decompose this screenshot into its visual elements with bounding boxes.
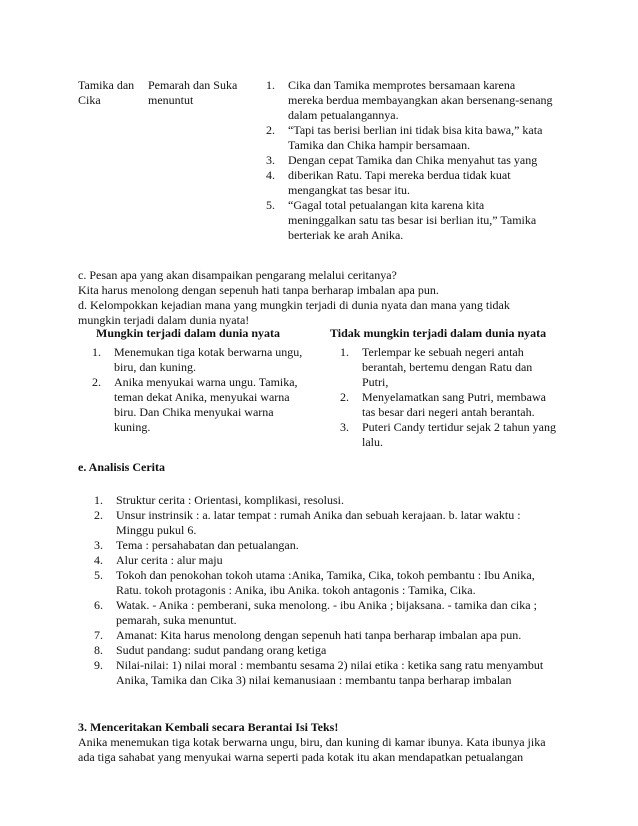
- text-line: Sudut pandang: sudut pandang orang ketiga: [116, 643, 327, 657]
- list-number: 1.: [266, 78, 275, 92]
- list-number: 6.: [94, 598, 103, 612]
- text-line: berantah, bertemu dengan Ratu dan: [362, 360, 533, 374]
- text-line: Tamika dan: [78, 78, 135, 92]
- text-line: Tema : persahabatan dan petualangan.: [116, 538, 299, 552]
- text-line: mereka berdua membayangkan akan bersenang-senang: [288, 93, 553, 107]
- question-d-cont: mungkin terjadi dalam dunia nyata!: [78, 313, 250, 327]
- retelling-section: [78, 720, 568, 765]
- table-trait-cell: [148, 78, 258, 108]
- text-line: Menyelamatkan sang Putri, membawa: [362, 390, 546, 404]
- impossible-list: [330, 345, 568, 450]
- answer-c: Kita harus menolong dengan sepenuh hati tanpa berharap imbalan apa pun.: [78, 283, 439, 297]
- list-number: 4.: [94, 553, 103, 567]
- list-item: [94, 628, 564, 643]
- text-line: lalu.: [362, 435, 383, 449]
- text-line: Puteri Candy tertidur sejak 2 tahun yang: [362, 420, 556, 434]
- list-number: 2.: [340, 390, 349, 404]
- analysis-list: [94, 493, 564, 688]
- list-item: [340, 390, 568, 420]
- list-number: 3.: [266, 153, 275, 167]
- list-item: [94, 493, 564, 508]
- text-line: Terlempar ke sebuah negeri antah: [362, 345, 524, 359]
- list-number: 1.: [92, 345, 101, 359]
- text-line: Amanat: Kita harus menolong dengan sepenuh hati tanpa berharap imbalan apa pun.: [116, 628, 522, 642]
- list-number: 5.: [266, 198, 275, 212]
- text-line: Cika dan Tamika memprotes bersamaan karena: [288, 78, 516, 92]
- list-item: [94, 508, 564, 538]
- evidence-list: [266, 78, 558, 243]
- analysis-title: e. Analisis Cerita: [78, 460, 165, 474]
- text-line: pemarah, suka menuntut.: [116, 613, 237, 627]
- list-number: 9.: [94, 658, 103, 672]
- paragraph-line: Anika menemukan tiga kotak berwarna ungu, biru, dan kuning di kamar ibunya. Kata ibunya jika: [78, 735, 546, 749]
- text-line: mengangkat tas besar itu.: [288, 183, 410, 197]
- possible-heading: Mungkin terjadi dalam dunia nyata: [96, 326, 281, 340]
- question-c: c. Pesan apa yang akan disampaikan pengarang melalui ceritanya?: [78, 268, 397, 282]
- list-item: [92, 345, 318, 375]
- list-number: 2.: [92, 375, 101, 389]
- text-line: berteriak ke arah Anika.: [288, 228, 404, 242]
- list-item: [266, 78, 558, 123]
- text-line: kuning.: [114, 420, 151, 434]
- list-number: 8.: [94, 643, 103, 657]
- list-number: 3.: [340, 420, 349, 434]
- text-line: dalam petualangannya.: [288, 108, 399, 122]
- list-item: [92, 375, 318, 435]
- list-number: 1.: [340, 345, 349, 359]
- question-d: d. Kelompokkan kejadian mana yang mungkin terjadi di dunia nyata dan mana yang tidak: [78, 298, 510, 312]
- text-line: Anika menyukai warna ungu. Tamika,: [114, 375, 298, 389]
- text-line: “Gagal total petualangan kita karena kita: [288, 198, 485, 212]
- questions-block: [78, 268, 558, 328]
- text-line: Tokoh dan penokohan tokoh utama :Anika, Tamika, Cika, tokoh pembantu : Ibu Anika,: [116, 568, 535, 582]
- list-item: [340, 345, 568, 390]
- list-item: [266, 168, 558, 198]
- text-line: Ratu. tokoh protagonis : Anika, ibu Anika. tokoh antagonis : Tamika, Cika.: [116, 583, 476, 597]
- text-line: tas besar dari negeri antah berantah.: [362, 405, 535, 419]
- list-item: [266, 153, 558, 168]
- list-number: 3.: [94, 538, 103, 552]
- text-line: Unsur instrinsik : a. latar tempat : rumah Anika dan sebuah kerajaan. b. latar waktu :: [116, 508, 521, 522]
- text-line: Tamika dan Chika hampir bersamaan.: [288, 138, 471, 152]
- table-character-cell: [78, 78, 142, 108]
- list-number: 4.: [266, 168, 275, 182]
- possible-list: [78, 345, 318, 435]
- text-line: Pemarah dan Suka: [148, 78, 238, 92]
- text-line: biru. Dan Chika menyukai warna: [114, 405, 274, 419]
- text-line: Anika, Tamika dan Cika 3) nilai kemanusiaan : membantu tanpa berharap imbalan: [116, 673, 512, 687]
- text-line: biru, dan kuning.: [114, 360, 196, 374]
- table-evidence-cell: [266, 78, 558, 243]
- section-title: 3. Menceritakan Kembali secara Berantai Isi Teks!: [78, 720, 339, 734]
- text-line: Cika: [78, 93, 101, 107]
- text-line: Menemukan tiga kotak berwarna ungu,: [114, 345, 303, 359]
- paragraph-line: ada tiga sahabat yang menyukai warna seperti pada kotak itu akan mendapatkan petualangan: [78, 750, 524, 764]
- list-item: [94, 538, 564, 553]
- text-line: menuntut: [148, 93, 194, 107]
- list-item: [266, 198, 558, 243]
- list-item: [340, 420, 568, 450]
- text-line: Dengan cepat Tamika dan Chika menyahut tas yang: [288, 153, 538, 167]
- text-line: Alur cerita : alur maju: [116, 553, 223, 567]
- list-number: 2.: [94, 508, 103, 522]
- text-line: Nilai-nilai: 1) nilai moral : membantu sesama 2) nilai etika : ketika sang ratu menyambut: [116, 658, 544, 672]
- list-item: [94, 658, 564, 688]
- list-number: 1.: [94, 493, 103, 507]
- list-item: [266, 123, 558, 153]
- list-item: [94, 553, 564, 568]
- text-line: teman dekat Anika, menyukai warna: [114, 390, 290, 404]
- text-line: meninggalkan satu tas besar isi berlian itu,” Tamika: [288, 213, 537, 227]
- possible-events: [78, 326, 318, 435]
- impossible-heading: Tidak mungkin terjadi dalam dunia nyata: [330, 326, 547, 340]
- list-number: 5.: [94, 568, 103, 582]
- impossible-events: [330, 326, 568, 450]
- text-line: Putri,: [362, 375, 389, 389]
- text-line: Struktur cerita : Orientasi, komplikasi, resolusi.: [116, 493, 344, 507]
- list-item: [94, 598, 564, 628]
- text-line: “Tapi tas berisi berlian ini tidak bisa kita bawa,” kata: [288, 123, 543, 137]
- text-line: Watak. - Anika : pemberani, suka menolong. - ibu Anika ; bijaksana. - tamika dan cika ;: [116, 598, 537, 612]
- list-item: [94, 568, 564, 598]
- list-number: 2.: [266, 123, 275, 137]
- list-item: [94, 643, 564, 658]
- text-line: Minggu pukul 6.: [116, 523, 197, 537]
- text-line: diberikan Ratu. Tapi mereka berdua tidak kuat: [288, 168, 511, 182]
- list-number: 7.: [94, 628, 103, 642]
